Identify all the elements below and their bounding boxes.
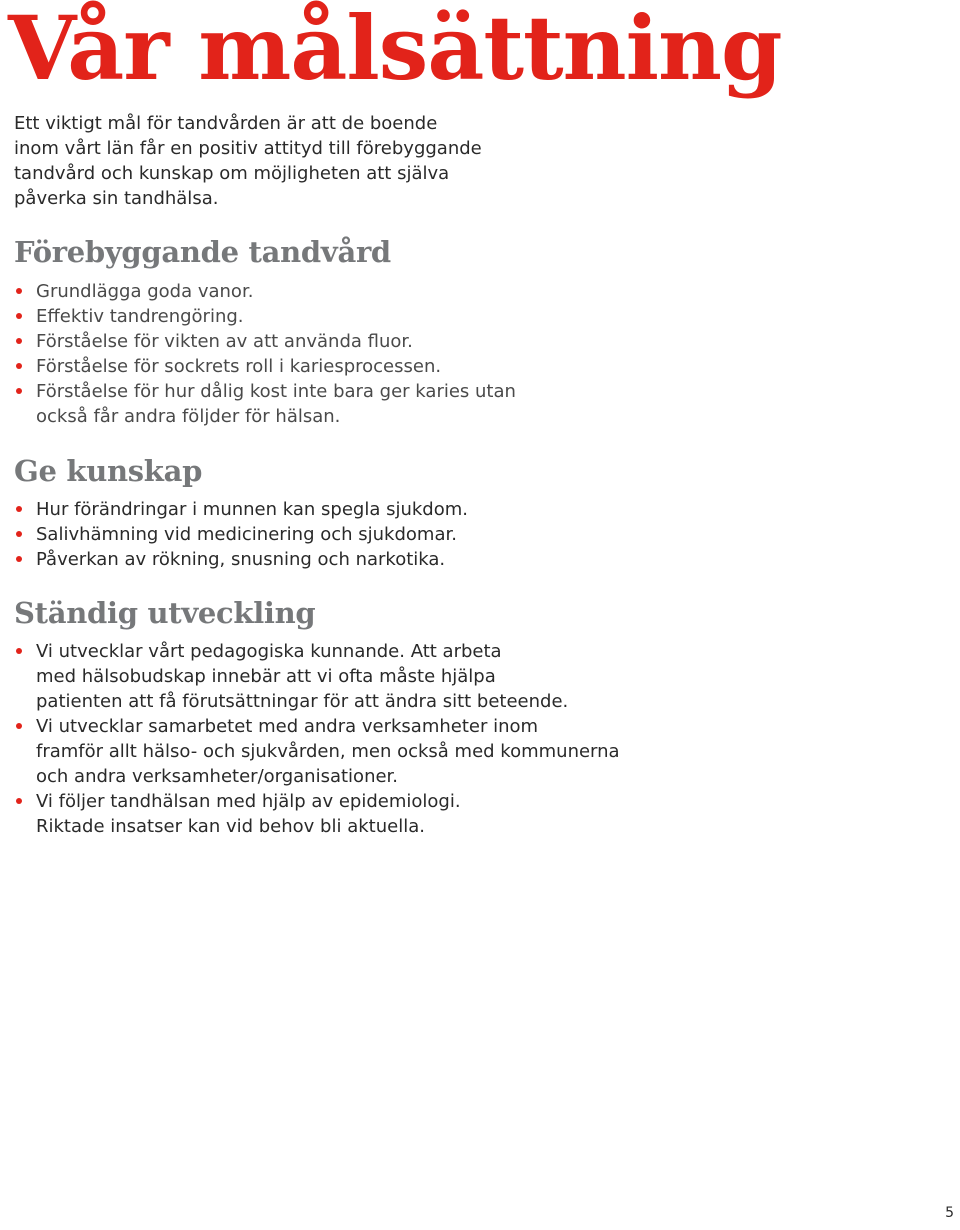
list-item [14,789,620,839]
bullet-icon [16,531,22,537]
list-item-text: Effektiv tandrengöring. [36,306,244,327]
list-item [14,547,468,572]
section-heading-forebyggande: Förebyggande tandvård [14,235,391,269]
bullet-icon [16,313,22,319]
list-item-text: Påverkan av rökning, snusning och narkotika. [36,549,446,570]
intro-line: påverka sin tandhälsa. [14,188,219,209]
list-item [14,639,620,714]
list-item-text: Förståelse för hur dålig kost inte bara ger karies utan [36,381,516,402]
list-item [14,304,516,329]
list-item-text: och andra verksamheter/organisationer. [36,766,399,787]
list-item [14,714,620,789]
list-item [14,279,516,304]
list-item-text: Riktade insatser kan vid behov bli aktuella. [36,816,425,837]
list-item-text: Vi följer tandhälsan med hjälp av epidemiologi. [36,791,461,812]
list-item [14,497,468,522]
list-item-text: också får andra följder för hälsan. [36,406,341,427]
intro-line: inom vårt län får en positiv attityd till förebyggande [14,138,482,159]
list-item [14,379,516,429]
intro-line: tandvård och kunskap om möjligheten att själva [14,163,450,184]
intro-paragraph [14,111,614,211]
bullet-list-forebyggande [14,279,516,429]
intro-line: Ett viktigt mål för tandvården är att de boende [14,113,438,134]
list-item [14,329,516,354]
list-item-text: patienten att få förutsättningar för att ändra sitt beteende. [36,691,569,712]
list-item [14,522,468,547]
page-number: 5 [945,1205,954,1221]
bullet-icon [16,363,22,369]
bullet-icon [16,798,22,804]
bullet-list-ge-kunskap [14,497,468,572]
list-item-text: Hur förändringar i munnen kan spegla sjukdom. [36,499,468,520]
bullet-list-standig-utveckling [14,639,620,839]
list-item-text: med hälsobudskap innebär att vi ofta måste hjälpa [36,666,496,687]
list-item [14,354,516,379]
list-item-text: framför allt hälso- och sjukvården, men också med kommunerna [36,741,620,762]
bullet-icon [16,388,22,394]
list-item-text: Vi utvecklar samarbetet med andra verksamheter inom [36,716,539,737]
list-item-text: Grundlägga goda vanor. [36,281,254,302]
list-item-text: Förståelse för vikten av att använda fluor. [36,331,413,352]
page-title: Vår målsättning [8,0,782,100]
bullet-icon [16,723,22,729]
list-item-text: Vi utvecklar vårt pedagogiska kunnande. Att arbeta [36,641,502,662]
list-item-text: Salivhämning vid medicinering och sjukdomar. [36,524,457,545]
bullet-icon [16,556,22,562]
bullet-icon [16,506,22,512]
section-heading-standig-utveckling: Ständig utveckling [14,596,316,630]
bullet-icon [16,648,22,654]
bullet-icon [16,288,22,294]
list-item-text: Förståelse för sockrets roll i kariesprocessen. [36,356,442,377]
section-heading-ge-kunskap: Ge kunskap [14,454,203,488]
bullet-icon [16,338,22,344]
